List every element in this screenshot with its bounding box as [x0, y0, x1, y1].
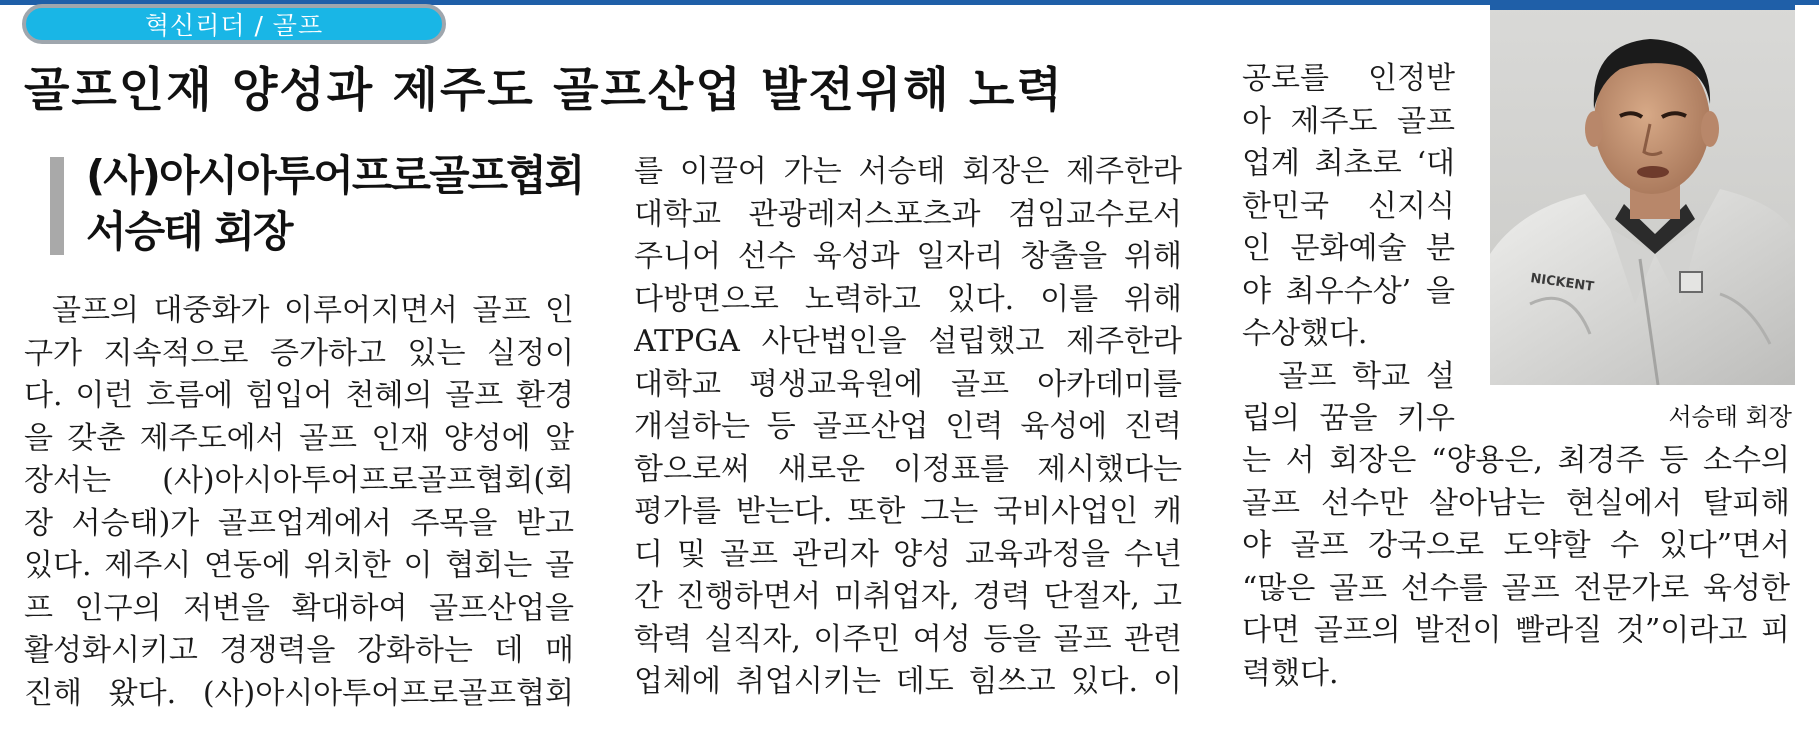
- portrait-photo: [1490, 4, 1795, 385]
- article-line: 수상했다.: [1242, 316, 1368, 351]
- article-line: 을 갖춘 제주도에서 골프 인재 양성에 앞: [24, 420, 574, 456]
- article-column-1: [24, 290, 574, 715]
- article-line: 다. 이런 흐름에 힘입어 천혜의 골프 환경: [24, 378, 574, 413]
- photo-caption: 서승태 회장: [1668, 403, 1792, 431]
- article-line: 간 진행하면서 미취업자, 경력 단절자, 고: [634, 579, 1182, 614]
- article-line: 립의 꿈을 키우: [1242, 401, 1455, 436]
- article-line: 학력 실직자, 이주민 여성 등을 골프 관련: [634, 621, 1182, 657]
- article-line: 평가를 받는다. 또한 그는 국비사업인 캐: [634, 494, 1182, 529]
- article-line: 다방면으로 노력하고 있다. 이를 위해: [634, 281, 1182, 317]
- article-line: 인 문화예술 분: [1242, 231, 1455, 266]
- article-line: 구가 지속적으로 증가하고 있는 실정이: [24, 335, 574, 371]
- article-line: 대학교 평생교육원에 골프 아카데미를: [634, 366, 1182, 402]
- article-line: 다면 골프의 발전이 빨라질 것”이라고 피: [1242, 613, 1790, 648]
- article-line: 개설하는 등 골프산업 인력 육성에 진력: [634, 409, 1182, 444]
- article-line: 골프 선수만 살아남는 현실에서 탈피해: [1242, 485, 1790, 521]
- article-line: 대학교 관광레저스포츠과 겸임교수로서: [634, 196, 1182, 232]
- portrait-illustration: [1490, 4, 1795, 385]
- article-line: 있다. 제주시 연동에 위치한 이 협회는 골: [24, 548, 574, 583]
- article-line: 를 이끌어 가는 서승태 회장은 제주한라: [634, 154, 1182, 189]
- article-column-2: [634, 151, 1182, 704]
- subhead-bar: [50, 157, 64, 255]
- subhead-line-2: 서승태 회장: [86, 207, 292, 256]
- article-column-3-wide: [1242, 440, 1790, 695]
- article-column-3-narrow: [1242, 58, 1455, 441]
- article-line: 주니어 선수 육성과 일자리 창출을 위해: [634, 239, 1182, 274]
- article-line: 디 및 골프 관리자 양성 교육과정을 수년: [634, 536, 1182, 572]
- jacket-logo: NICKENT: [1529, 271, 1595, 295]
- article-line: 활성화시키고 경쟁력을 강화하는 데 매: [24, 633, 574, 668]
- article-line: 장서는 (사)아시아투어프로골프협회(회: [24, 463, 574, 498]
- article-line: 야 최우수상’ 을: [1242, 273, 1455, 309]
- subhead: [86, 148, 583, 260]
- article-line: 프 인구의 저변을 확대하여 골프산업을: [24, 590, 574, 626]
- article-line: “많은 골프 선수를 골프 전문가로 육성한: [1242, 570, 1790, 606]
- article-line: 는 서 회장은 “양용은, 최경주 등 소수의: [1242, 443, 1790, 478]
- article-line: 야 골프 강국으로 도약할 수 있다”면서: [1242, 528, 1790, 563]
- article-line: 장 서승태)가 골프업계에서 주목을 받고: [24, 505, 574, 541]
- article-line: 진해 왔다. (사)아시아투어프로골프협회: [24, 675, 574, 711]
- article-line: 공로를 인정받: [1242, 61, 1455, 96]
- article-line: 함으로써 새로운 이정표를 제시했다는: [634, 451, 1182, 487]
- article-line: ATPGA 사단법인을 설립했고 제주한라: [634, 324, 1182, 359]
- headline: 골프인재 양성과 제주도 골프산업 발전위해 노력: [24, 63, 1064, 118]
- article-line: 한민국 신지식: [1242, 188, 1455, 224]
- section-tag-label: 혁신리더 / 골프: [144, 11, 324, 40]
- section-tag: [22, 4, 446, 44]
- article-line: 력했다.: [1242, 655, 1339, 691]
- article-line: 아 제주도 골프: [1242, 103, 1455, 139]
- article-line: 골프 학교 설: [1242, 358, 1455, 394]
- subhead-line-1: (사)아시아투어프로골프협회: [86, 151, 584, 200]
- article-line: 업계 최초로 ‘대: [1242, 146, 1455, 181]
- article-line: 업체에 취업시키는 데도 힘쓰고 있다. 이: [634, 664, 1182, 699]
- article-line: 골프의 대중화가 이루어지면서 골프 인: [52, 293, 574, 328]
